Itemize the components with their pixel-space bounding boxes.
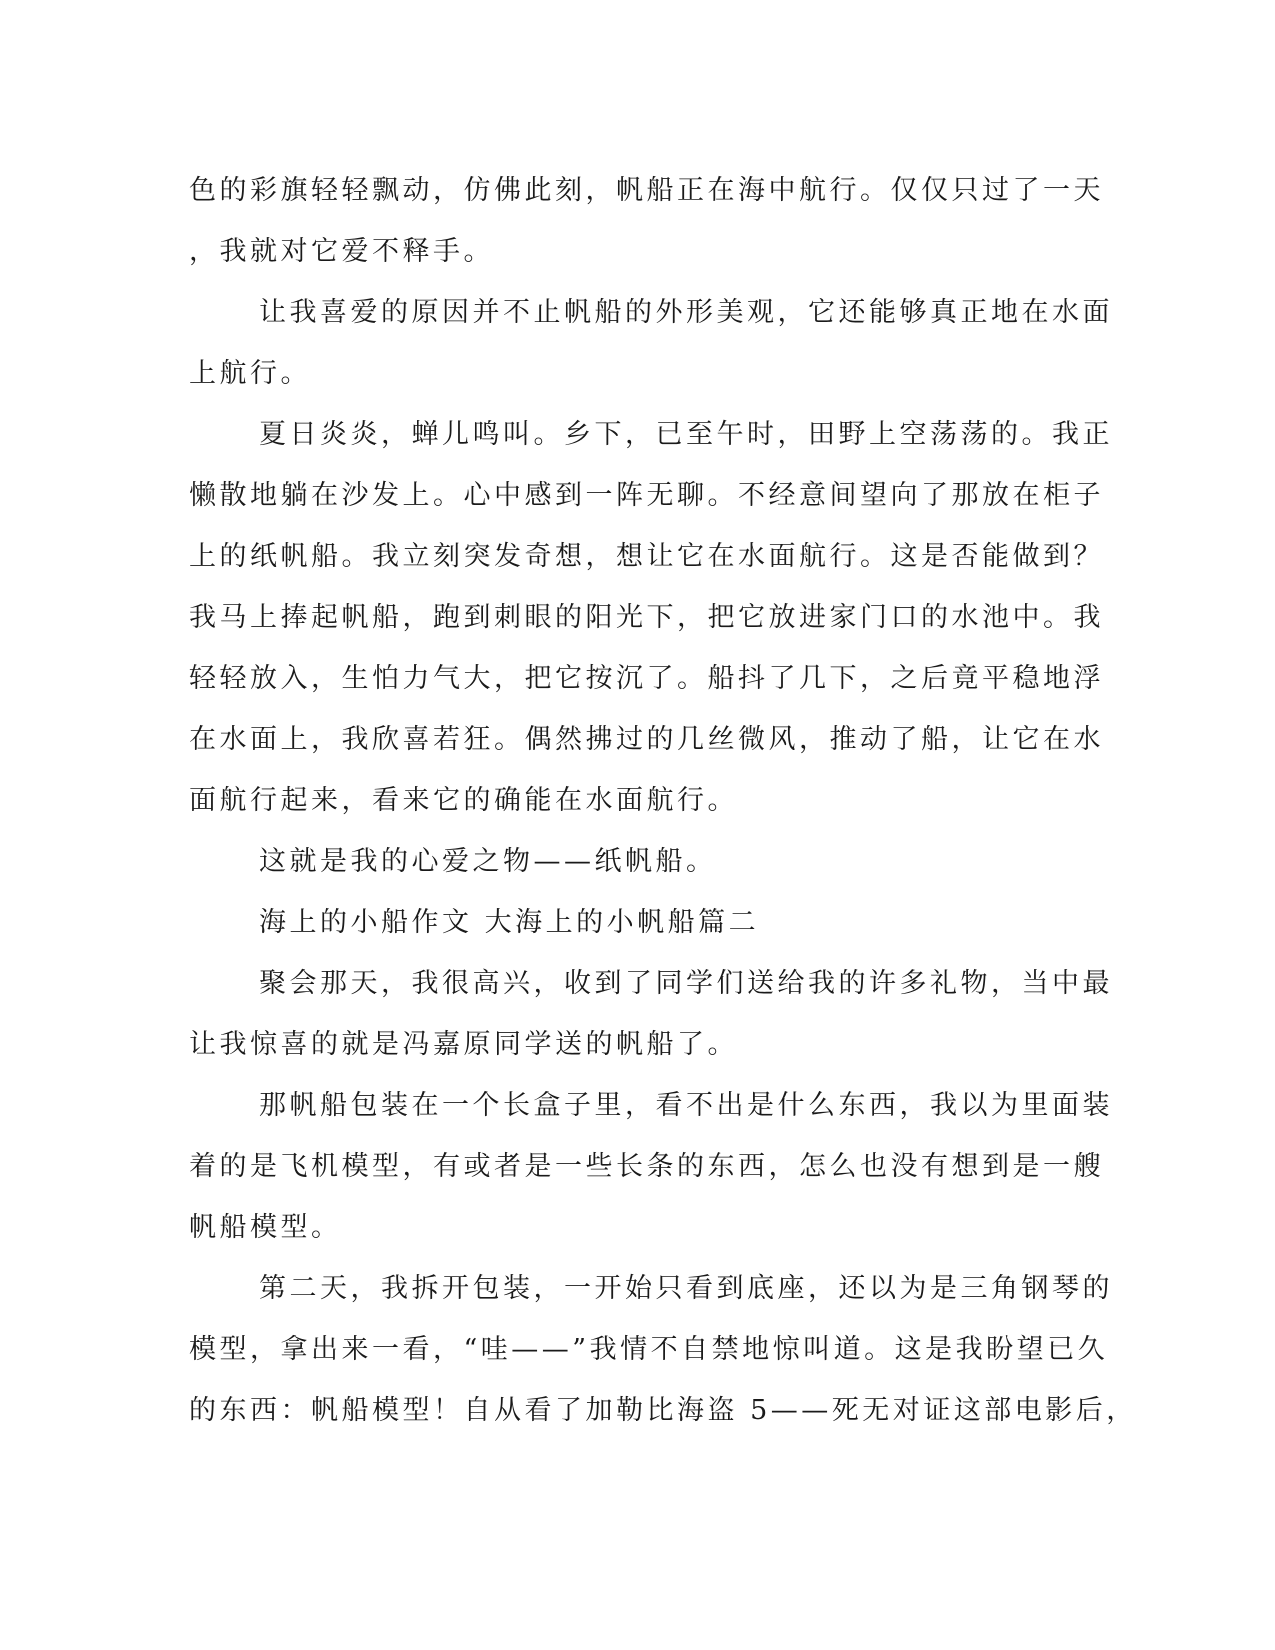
text-line: 第二天，我拆开包装，一开始只看到底座，还以为是三角钢琴的	[259, 1273, 1113, 1304]
section-heading: 海上的小船作文 大海上的小帆船篇二	[259, 907, 760, 938]
text-line: 聚会那天，我很高兴，收到了同学们送给我的许多礼物，当中最	[259, 968, 1113, 999]
text-line: 轻轻放入，生怕力气大，把它按沉了。船抖了几下，之后竟平稳地浮	[189, 663, 1104, 694]
text-line: 面航行起来，看来它的确能在水面航行。	[189, 785, 738, 816]
text-line: 懒散地躺在沙发上。心中感到一阵无聊。不经意间望向了那放在柜子	[189, 480, 1104, 511]
text-line: 上航行。	[189, 358, 311, 389]
text-line: 色的彩旗轻轻飘动，仿佛此刻，帆船正在海中航行。仅仅只过了一天	[189, 175, 1104, 206]
text-line: 着的是飞机模型，有或者是一些长条的东西，怎么也没有想到是一艘	[189, 1151, 1104, 1182]
text-line: 帆船模型。	[189, 1212, 342, 1243]
text-line: 这就是我的心爱之物——纸帆船。	[259, 846, 717, 877]
text-line: 模型，拿出来一看，“哇——”我情不自禁地惊叫道。这是我盼望已久	[189, 1334, 1109, 1365]
text-line: 我马上捧起帆船，跑到刺眼的阳光下，把它放进家门口的水池中。我	[189, 602, 1104, 633]
text-line: 让我惊喜的就是冯嘉原同学送的帆船了。	[189, 1029, 738, 1060]
text-line: 让我喜爱的原因并不止帆船的外形美观，它还能够真正地在水面	[259, 297, 1113, 328]
text-line: ，我就对它爱不释手。	[189, 236, 494, 267]
text-line: 那帆船包装在一个长盒子里，看不出是什么东西，我以为里面装	[259, 1090, 1113, 1121]
text-line: 在水面上，我欣喜若狂。偶然拂过的几丝微风，推动了船，让它在水	[189, 724, 1104, 755]
text-line: 的东西：帆船模型！自从看了加勒比海盗 5——死无对证这部电影后，	[189, 1395, 1137, 1426]
text-line: 上的纸帆船。我立刻突发奇想，想让它在水面航行。这是否能做到？	[189, 541, 1104, 572]
document-body	[189, 160, 1137, 1441]
text-line: 夏日炎炎，蝉儿鸣叫。乡下，已至午时，田野上空荡荡的。我正	[259, 419, 1113, 450]
